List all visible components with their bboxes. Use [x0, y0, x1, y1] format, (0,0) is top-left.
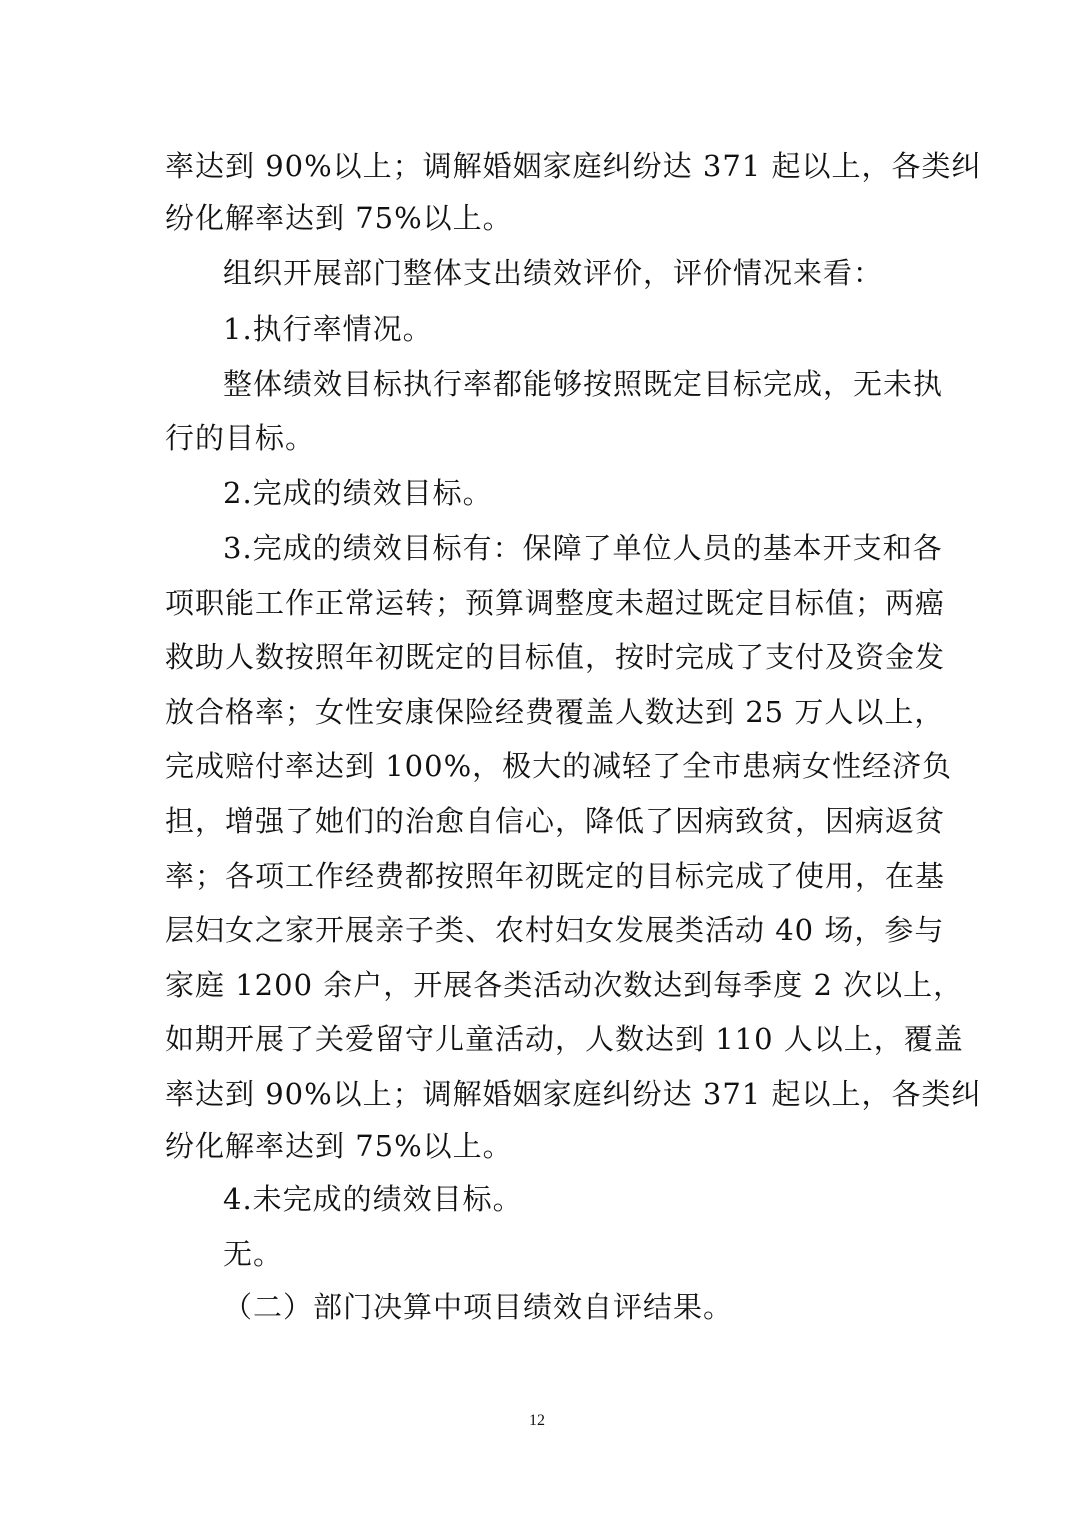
paragraph-line: 无。: [223, 1237, 284, 1271]
paragraph-line: 救助人数按照年初既定的目标值，按时完成了支付及资金发: [165, 640, 946, 674]
paragraph-line: 家庭 1200 余户，开展各类活动次数达到每季度 2 次以上，: [165, 968, 964, 1002]
section-heading: （二）部门决算中项目绩效自评结果。: [223, 1290, 734, 1324]
paragraph-line: 如期开展了关爱留守儿童活动，人数达到 110 人以上，覆盖: [165, 1022, 964, 1056]
paragraph-line: 1.执行率情况。: [223, 312, 433, 346]
paragraph-line: 放合格率；女性安康保险经费覆盖人数达到 25 万人以上，: [165, 695, 945, 729]
paragraph-line: 层妇女之家开展亲子类、农村妇女发展类活动 40 场，参与: [165, 913, 945, 947]
page-number: 12: [529, 1412, 545, 1429]
paragraph-line: 完成赔付率达到 100%，极大的减轻了全市患病女性经济负: [165, 749, 953, 783]
paragraph-line: 率达到 90%以上；调解婚姻家庭纠纷达 371 起以上，各类纠: [165, 1077, 982, 1111]
paragraph-line: 2.完成的绩效目标。: [223, 476, 493, 510]
paragraph-line: 纷化解率达到 75%以上。: [165, 201, 513, 235]
paragraph-line: 项职能工作正常运转；预算调整度未超过既定目标值；两癌: [165, 586, 946, 620]
paragraph-line: 纷化解率达到 75%以上。: [165, 1129, 513, 1163]
paragraph-line: 整体绩效目标执行率都能够按照既定目标完成，无未执: [223, 367, 944, 401]
paragraph-line: 担，增强了她们的治愈自信心，降低了因病致贫，因病返贫: [165, 804, 946, 838]
paragraph-line: 组织开展部门整体支出绩效评价，评价情况来看：: [223, 256, 884, 290]
paragraph-line: 行的目标。: [165, 421, 316, 455]
paragraph-line: 4.未完成的绩效目标。: [223, 1182, 523, 1216]
paragraph-line: 率达到 90%以上；调解婚姻家庭纠纷达 371 起以上，各类纠: [165, 149, 982, 183]
paragraph-line: 3.完成的绩效目标有：保障了单位人员的基本开支和各: [223, 531, 943, 565]
paragraph-line: 率；各项工作经费都按照年初既定的目标完成了使用，在基: [165, 859, 946, 893]
